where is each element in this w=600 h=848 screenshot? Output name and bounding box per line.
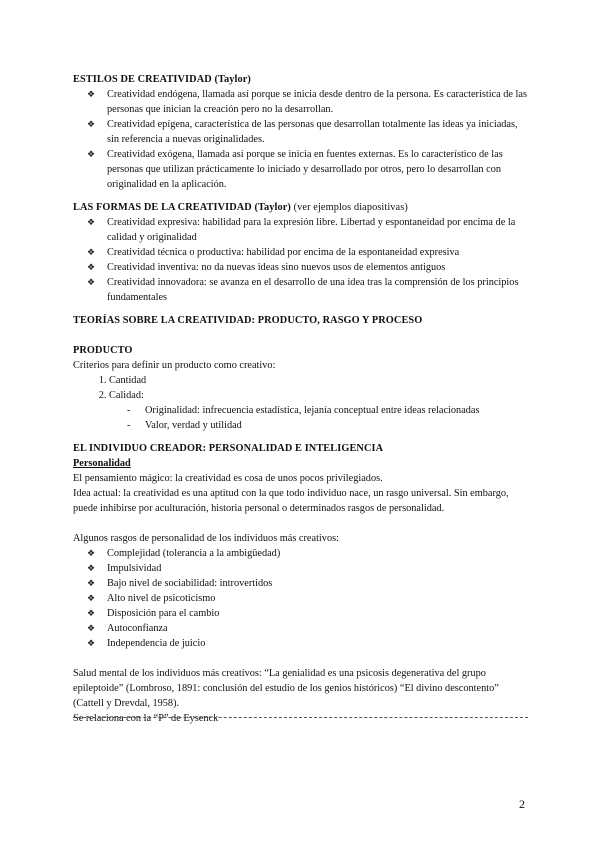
formas-list: [73, 215, 528, 305]
list-item: ❖ Creatividad expresiva: habilidad para la expresión libre. Libertad y espontaneidad por encima de la calidad y originalidad: [107, 215, 528, 245]
list-item: ❖ Autoconfianza: [107, 621, 528, 636]
list-item: ❖ Creatividad innovadora: se avanza en el desarrollo de una idea tras la comprensión de los principios fundamentales: [107, 275, 528, 305]
formas-title: LAS FORMAS DE LA CREATIVIDAD (Taylor): [73, 202, 291, 213]
personalidad-subheading: Personalidad: [73, 458, 131, 469]
list-item: - Valor, verdad y utilidad: [145, 418, 528, 433]
list-item: ❖ Creatividad técnica o productiva: habilidad por encima de la espontaneidad expresiva: [107, 245, 528, 260]
rasgos-intro: Algunos rasgos de personalidad de los individuos más creativos:: [73, 533, 339, 544]
list-item: ❖ Creatividad inventiva: no da nuevas ideas sino nuevos usos de elementos antiguos: [107, 260, 528, 275]
list-item: ❖ Alto nivel de psicoticismo: [107, 591, 528, 606]
list-item: ❖ Complejidad (tolerancia a la ambigüedad): [107, 546, 528, 561]
page-number: 2: [519, 797, 525, 811]
producto-criteria-list: [73, 373, 528, 403]
eysenck-line: Se relaciona con la “P” de Eysenck: [73, 713, 219, 724]
list-item: ❖ Disposición para el cambio: [107, 606, 528, 621]
idea-actual-paragraph: Idea actual: la creatividad es una aptitud con la que todo individuo nace, un rasgo universal. Sin embargo, puede inhibirse por aculturación, historia personal o determinados rasgos de personalidad.: [73, 488, 509, 514]
calidad-sublist: [73, 403, 528, 433]
formas-heading: [73, 200, 528, 215]
teorias-heading: TEORÍAS SOBRE LA CREATIVIDAD: PRODUCTO, RASGO Y PROCESO: [73, 315, 423, 326]
list-item: ❖ Creatividad epígena, característica de las personas que desarrollan totalmente las ideas ya iniciadas, sin referencia a nuevas originalidades.: [107, 117, 528, 147]
estilos-list: [73, 87, 528, 192]
producto-heading: PRODUCTO: [73, 345, 133, 356]
list-item: ❖ Creatividad exógena, llamada así porque se inicia en fuentes externas. Es lo característico de las personas que utilizan prácticamente lo iniciado y desarrollado por otros, pero lo desarrollan con originalidad en la aplicación.: [107, 147, 528, 192]
document-page: [73, 72, 528, 726]
list-item: - Originalidad: infrecuencia estadística, lejanía conceptual entre ideas relacionadas: [145, 403, 528, 418]
estilos-heading: ESTILOS DE CREATIVIDAD (Taylor): [73, 74, 251, 85]
list-item: ❖ Independencia de juicio: [107, 636, 528, 651]
list-item: ❖ Bajo nivel de sociabilidad: introvertidos: [107, 576, 528, 591]
salud-mental-paragraph: Salud mental de los individuos más creativos: “La genialidad es una psicosis degenerativa del grupo epileptoide” (Lombroso, 1891: conclusión del estudio de los genios históricos) “El divino descontento” (Cattell y Drevdal, 1958).: [73, 668, 499, 709]
formas-note: (ver ejemplos diapositivas): [293, 202, 408, 213]
dashed-divider: [73, 717, 528, 718]
list-item: ❖ Impulsividad: [107, 561, 528, 576]
list-item: ❖ Creatividad endógena, llamada así porque se inicia desde dentro de la persona. Es característica de las personas que inician la creación pero no la desarrollan.: [107, 87, 528, 117]
pensamiento-magico-paragraph: El pensamiento mágico: la creatividad es cosa de unos pocos privilegiados.: [73, 473, 383, 484]
list-item: 2. Calidad:: [109, 388, 528, 403]
producto-intro: Criterios para definir un producto como creativo:: [73, 360, 276, 371]
individuo-heading: EL INDIVIDUO CREADOR: PERSONALIDAD E INTELIGENCIA: [73, 443, 384, 454]
rasgos-list: [73, 546, 528, 651]
list-item: 1. Cantidad: [109, 373, 528, 388]
